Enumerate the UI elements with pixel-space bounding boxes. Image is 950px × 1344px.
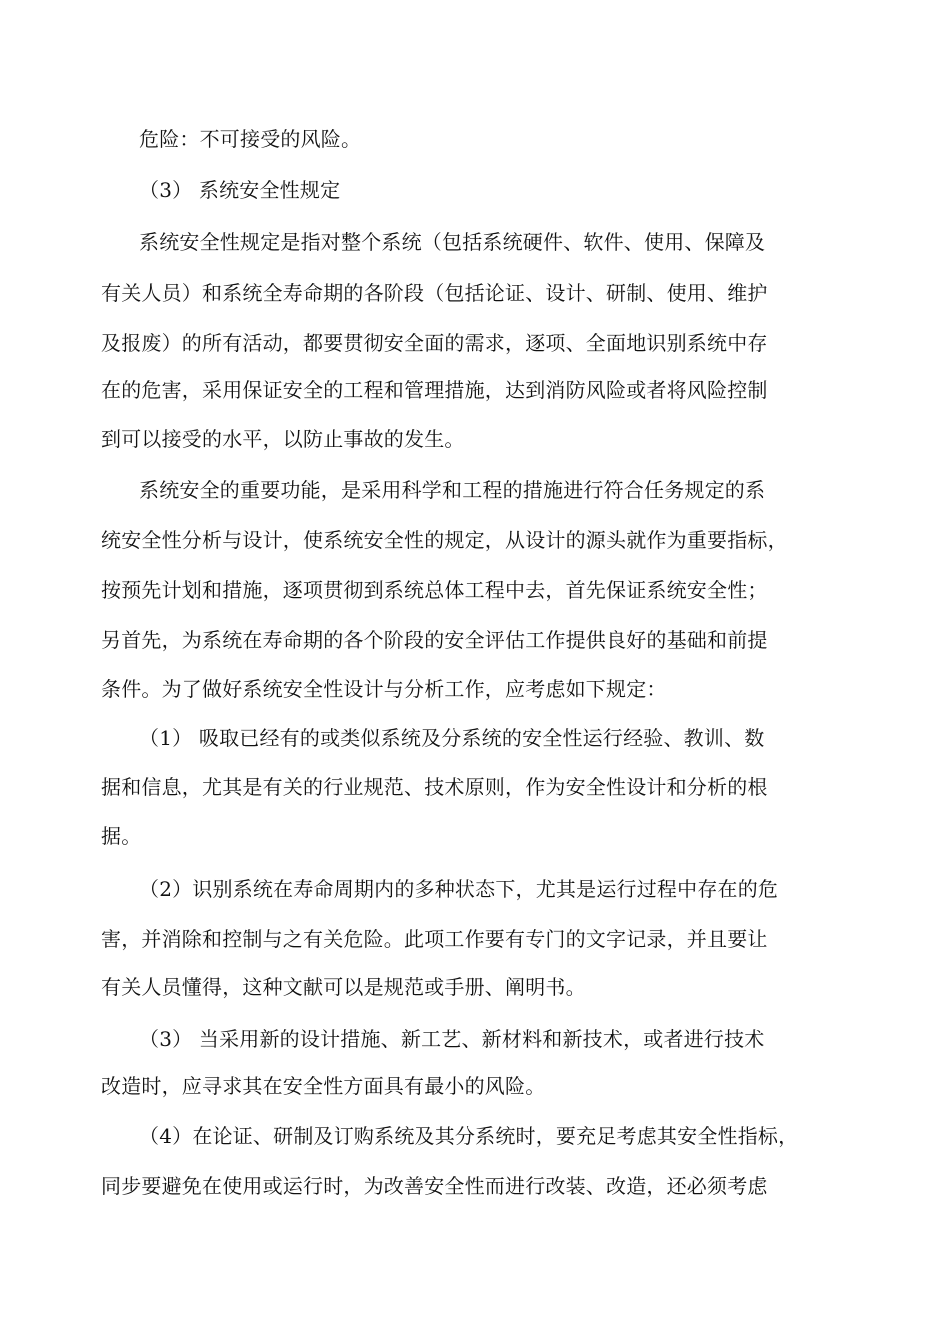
text-line: （3） 当采用新的设计措施、新工艺、新材料和新技术，或者进行技术 — [139, 1027, 765, 1051]
text-line: 及报废）的所有活动，都要贯彻安全面的需求，逐项、全面地识别系统中存 — [101, 331, 768, 355]
text-line: 统安全性分析与设计，使系统安全性的规定，从设计的源头就作为重要指标， — [101, 528, 788, 552]
text-line: 系统安全性规定是指对整个系统（包括系统硬件、软件、使用、保障及 — [139, 230, 766, 254]
text-line: （4）在论证、研制及订购系统及其分系统时，要充足考虑其安全性指标， — [139, 1124, 799, 1148]
text-line: 另首先，为系统在寿命期的各个阶段的安全评估工作提供良好的基础和前提 — [101, 628, 768, 652]
text-line: 害，并消除和控制与之有关危险。此项工作要有专门的文字记录，并且要让 — [101, 927, 768, 951]
text-line: （1） 吸取已经有的或类似系统及分系统的安全性运行经验、教训、数 — [139, 726, 765, 750]
section-heading: （3） 系统安全性规定 — [139, 178, 341, 202]
text-line: 系统安全的重要功能，是采用科学和工程的措施进行符合任务规定的系 — [139, 478, 766, 502]
text-line: 有关人员）和系统全寿命期的各阶段（包括论证、设计、研制、使用、维护 — [101, 281, 768, 305]
text-line: 改造时，应寻求其在安全性方面具有最小的风险。 — [101, 1074, 546, 1098]
text-line: 条件。为了做好系统安全性设计与分析工作，应考虑如下规定： — [101, 677, 667, 701]
text-line: （2）识别系统在寿命周期内的多种状态下，尤其是运行过程中存在的危 — [139, 877, 779, 901]
text-line: 按预先计划和措施，逐项贯彻到系统总体工程中去，首先保证系统安全性； — [101, 578, 768, 602]
text-line: 同步要避免在使用或运行时，为改善安全性而进行改装、改造，还必须考虑 — [101, 1174, 768, 1198]
text-line: 危险：不可接受的风险。 — [139, 127, 362, 151]
text-line: 在的危害，采用保证安全的工程和管理措施，达到消防风险或者将风险控制 — [101, 378, 768, 402]
text-line: 有关人员懂得，这种文献可以是规范或手册、阐明书。 — [101, 975, 586, 999]
text-line: 到可以接受的水平，以防止事故的发生。 — [101, 427, 465, 451]
text-line: 据。 — [101, 824, 142, 848]
text-line: 据和信息，尤其是有关的行业规范、技术原则，作为安全性设计和分析的根 — [101, 775, 768, 799]
